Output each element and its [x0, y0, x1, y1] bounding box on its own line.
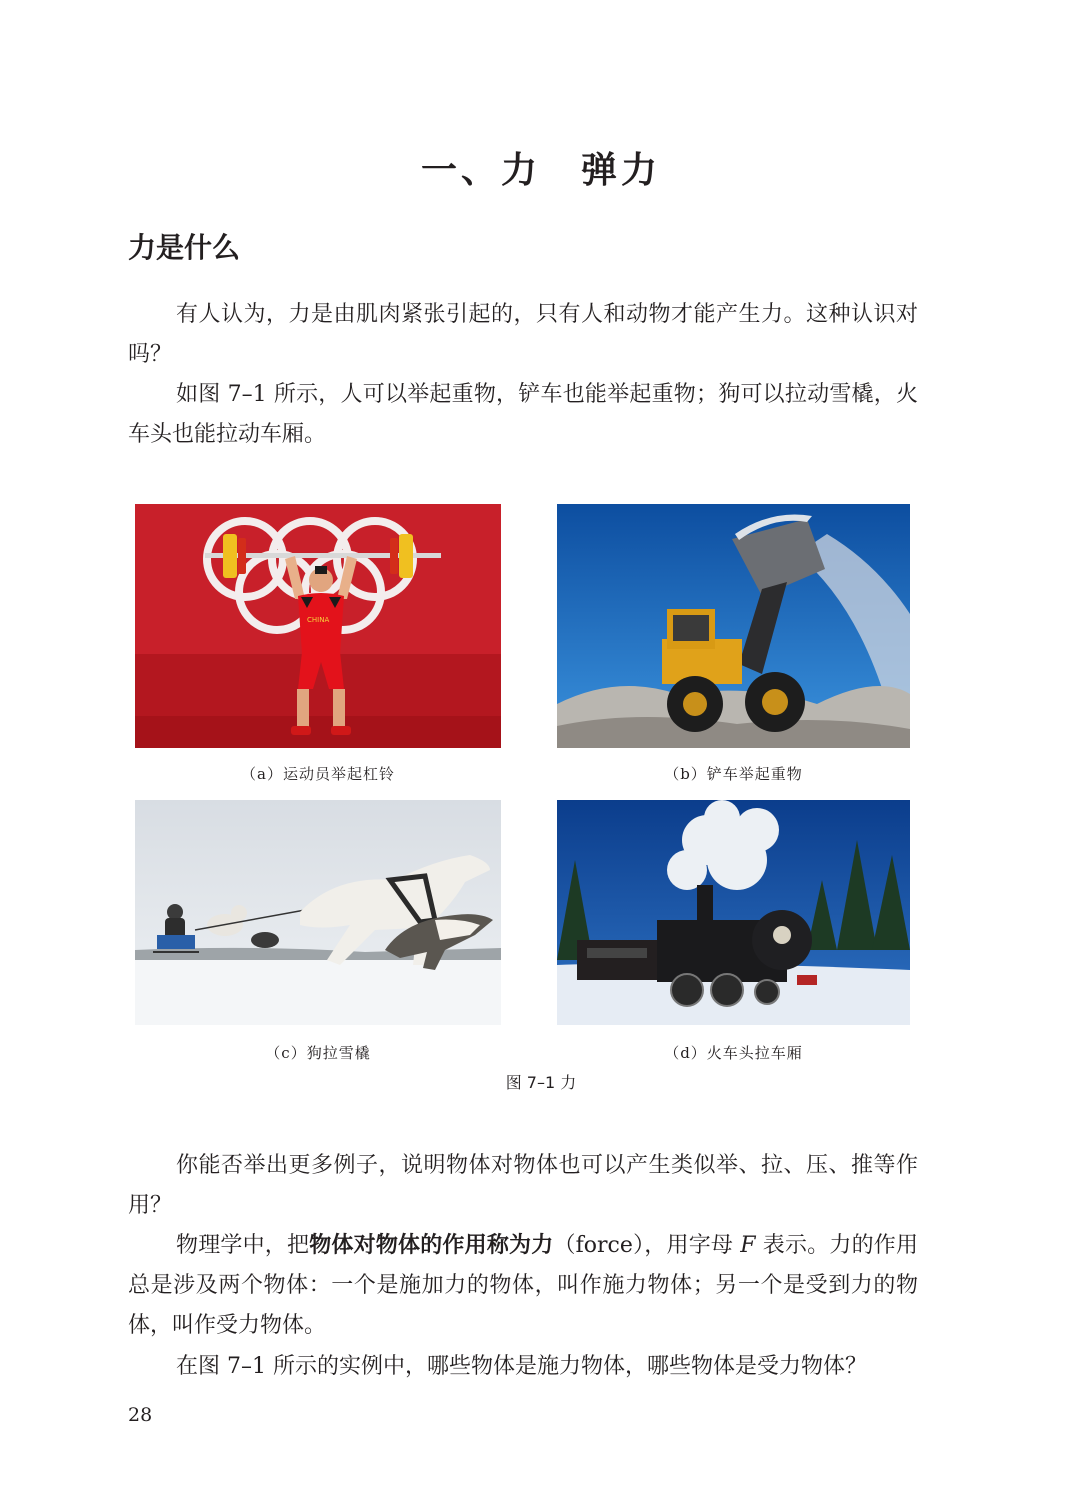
photo-dog-sled — [135, 800, 501, 1025]
force-symbol: F — [740, 1233, 756, 1258]
photo-locomotive — [557, 800, 910, 1025]
page-title: 一、力 弹力 — [420, 150, 661, 191]
caption-d: （d）火车头拉车厢 — [664, 1044, 803, 1062]
section-heading: 力是什么 — [128, 231, 241, 264]
paragraph-definition — [128, 1226, 918, 1346]
definition-bold: 物体对物体的作用称为力 — [309, 1233, 554, 1258]
definition-text-a: 物理学中，把 — [176, 1233, 310, 1258]
paragraph-final-question: 在图 7–1 所示的实例中，哪些物体是施力物体，哪些物体是受力物体？ — [176, 1354, 867, 1379]
definition-text-c: 表示。力的作用总是涉及两个物体：一个是施加力的物体，叫作施力物体；另一个是受到力的物体，叫作受力物体。 — [128, 1233, 918, 1338]
jersey-text: CHINA — [307, 616, 330, 624]
photo-loader — [557, 504, 910, 748]
caption-b: （b）铲车举起重物 — [664, 765, 803, 783]
paragraph-question: 你能否举出更多例子，说明物体对物体也可以产生类似举、拉、压、推等作用？ — [128, 1153, 918, 1218]
photo-weightlifter — [135, 504, 501, 748]
page-number: 28 — [128, 1404, 153, 1426]
caption-a: （a）运动员举起杠铃 — [241, 765, 395, 783]
figure-caption: 图 7–1 力 — [505, 1073, 577, 1092]
definition-text-b: （force），用字母 — [553, 1233, 734, 1258]
paragraph-examples: 如图 7–1 所示，人可以举起重物，铲车也能举起重物；狗可以拉动雪橇，火车头也能拉动车厢。 — [128, 382, 918, 447]
caption-c: （c）狗拉雪橇 — [265, 1044, 371, 1062]
paragraph-intro: 有人认为，力是由肌肉紧张引起的，只有人和动物才能产生力。这种认识对吗？ — [128, 302, 918, 367]
